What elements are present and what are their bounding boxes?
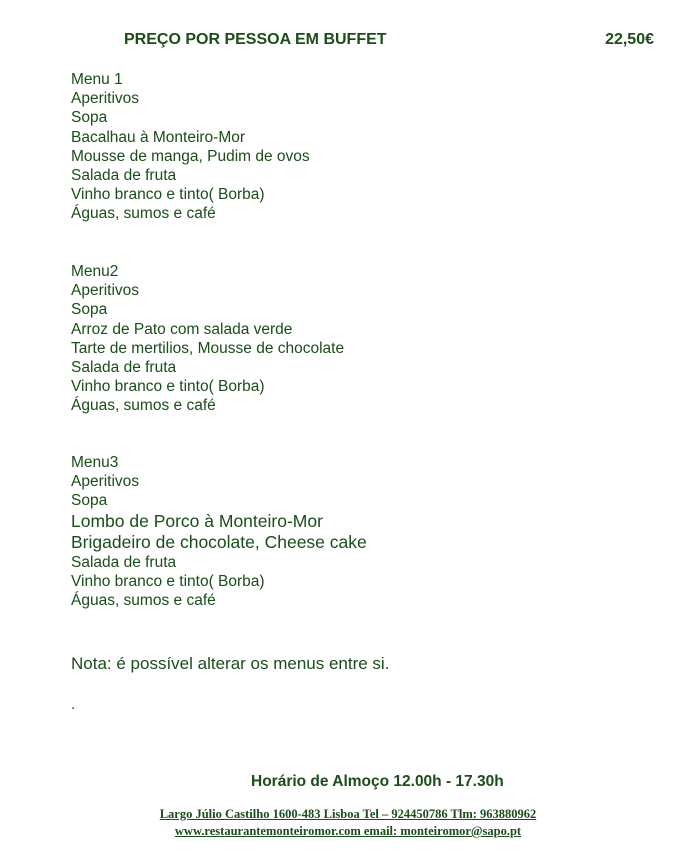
menu-1 [71,70,310,224]
menu-item: Vinho branco e tinto( Borba) [71,572,265,590]
price-per-person: 22,50€ [605,31,654,48]
menu-item: Brigadeiro de chocolate, Cheese cake [71,531,367,552]
menu-item: Vinho branco e tinto( Borba) [71,186,265,204]
menu-item: Arroz de Pato com salada verde [71,320,293,338]
menu-item: Bacalhau à Monteiro-Mor [71,128,246,146]
menu-item: Águas, sumos e café [71,205,216,223]
stray-dot: . [71,696,76,713]
menu-item: Lombo de Porco à Monteiro-Mor [71,510,323,531]
menu-3 [71,453,367,610]
menu-item: Águas, sumos e café [71,397,216,415]
menu-item: Sopa [71,109,108,127]
menu-2 [71,262,344,416]
menu-heading: Menu 1 [71,71,123,88]
menu-item: Tarte de mertilios, Mousse de chocolate [71,339,345,357]
menu-item: Salada de fruta [71,553,177,571]
menu-heading: Menu3 [71,454,119,471]
footer-contact[interactable]: www.restaurantemonteiromor.com email: monteiromor@sapo.pt [174,824,522,838]
menu-item: Sopa [71,301,108,319]
menu-item: Mousse de manga, Pudim de ovos [71,147,310,165]
page-title: PREÇO POR PESSOA EM BUFFET [124,31,387,48]
menu-item: Aperitivos [71,282,140,300]
menu-item: Aperitivos [71,473,140,491]
footer-address: Largo Júlio Castilho 1600-483 Lisboa Tel – 924450786 Tlm: 963880962 [159,807,537,821]
menu-item: Salada de fruta [71,167,177,185]
menu-item: Sopa [71,492,108,510]
menu-heading: Menu2 [71,263,119,280]
menu-item: Aperitivos [71,90,140,108]
menu-item: Águas, sumos e café [71,592,216,610]
menu-item: Salada de fruta [71,359,177,377]
lunch-hours: Horário de Almoço 12.00h - 17.30h [251,773,504,790]
menu-note: Nota: é possível alterar os menus entre si. [71,654,390,673]
menu-item: Vinho branco e tinto( Borba) [71,378,265,396]
